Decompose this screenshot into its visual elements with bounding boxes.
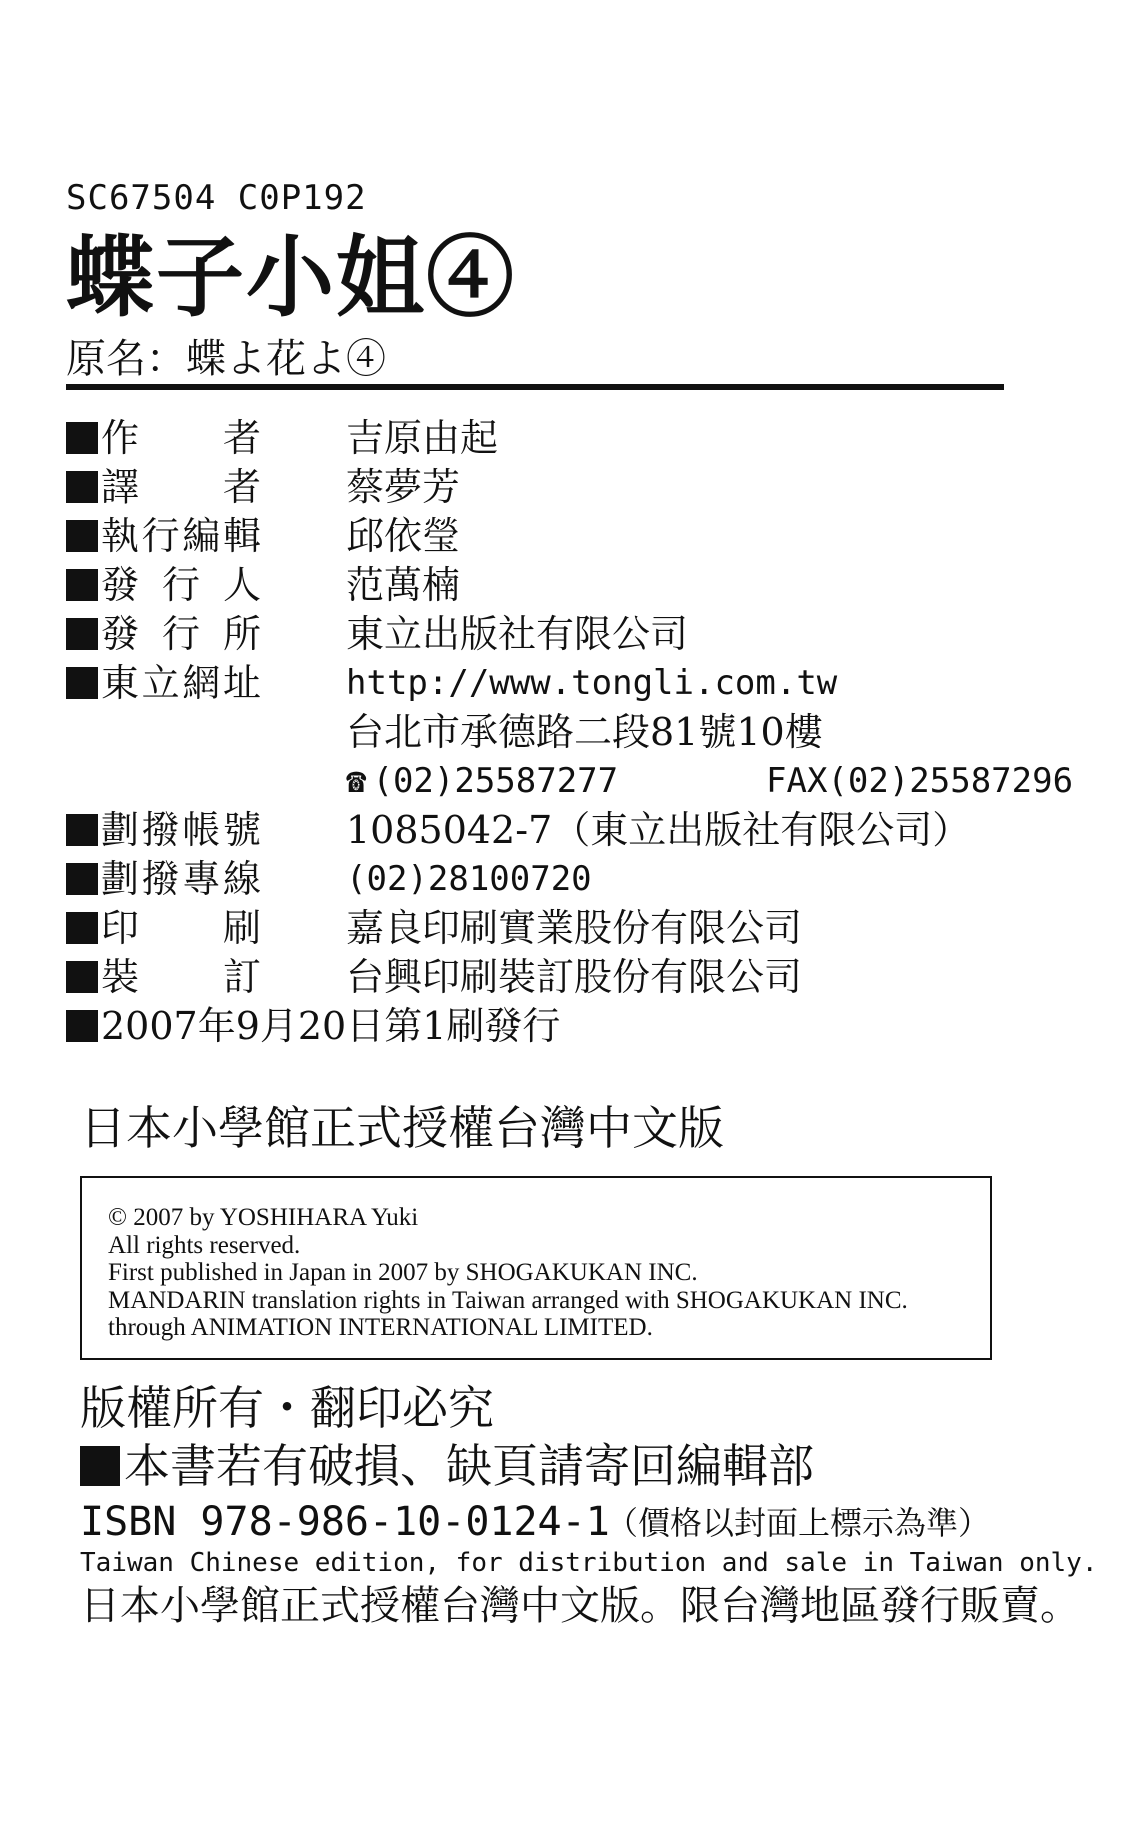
- print-date-row: [66, 1002, 1066, 1051]
- copyright-line: First published in Japan in 2007 by SHOGAKUKAN INC.: [108, 1259, 698, 1286]
- credit-label: 譯 者: [101, 465, 261, 509]
- product-code: SC67504 C0P192: [66, 178, 367, 218]
- credit-row-publisher: [66, 561, 1066, 610]
- bullet-square: [66, 814, 98, 846]
- edition-note: Taiwan Chinese edition, for distribution and sale in Taiwan only.: [80, 1548, 1098, 1578]
- bullet-square: [80, 1446, 120, 1486]
- address-text: 台北市承德路二段81號10樓: [346, 710, 823, 754]
- distribution-notice: 日本小學館正式授權台灣中文版。限台灣地區發行販賣。: [80, 1583, 1080, 1629]
- bullet-square: [66, 863, 98, 895]
- credit-label: 劃撥專線: [101, 857, 261, 901]
- credit-value: 邱依瑩: [346, 514, 461, 558]
- credit-row-publishing-house: [66, 610, 1066, 659]
- bullet-square: [66, 667, 98, 699]
- credit-value: 蔡夢芳: [346, 465, 461, 509]
- credit-label: 東立網址: [101, 661, 261, 705]
- credit-label: 執行編輯: [101, 514, 261, 558]
- bullet-square: [66, 422, 98, 454]
- original-title: 原名：蝶よ花よ④: [66, 336, 386, 382]
- copyright-line: All rights reserved.: [108, 1231, 301, 1259]
- address-row: [66, 708, 1066, 757]
- bullet-square: [66, 471, 98, 503]
- bullet-square: [66, 912, 98, 944]
- credit-value: 嘉良印刷實業股份有限公司: [346, 906, 803, 950]
- fax-number: FAX(02)25587296: [766, 761, 1074, 801]
- credit-value: 台興印刷裝訂股份有限公司: [346, 955, 803, 999]
- title-rule: [66, 384, 1004, 390]
- isbn: ISBN 978-986-10-0124-1: [80, 1499, 610, 1545]
- phone-number: (02)25587277: [372, 761, 619, 801]
- bullet-square: [66, 520, 98, 552]
- credit-value: 東立出版社有限公司: [346, 612, 689, 656]
- credit-row-editor: [66, 512, 1066, 561]
- bullet-square: [66, 961, 98, 993]
- telephone-icon: ☎: [346, 761, 367, 801]
- bullet-square: [66, 618, 98, 650]
- credit-row-postal-account: [66, 806, 1066, 855]
- bullet-square: [66, 1010, 98, 1042]
- credit-value: 范萬楠: [346, 563, 461, 607]
- credit-row-binder: [66, 953, 1066, 1002]
- returns-notice: [80, 1436, 814, 1496]
- credit-row-postal-hotline: [66, 855, 1066, 904]
- price-note: （價格以封面上標示為準）: [606, 1504, 991, 1542]
- credit-label: 裝 訂: [101, 955, 261, 999]
- credit-label: 作 者: [101, 416, 261, 460]
- copyright-line: through ANIMATION INTERNATIONAL LIMITED.: [108, 1314, 653, 1341]
- copyright-box: [80, 1176, 992, 1360]
- rights-reserved: 版權所有・翻印必究: [80, 1381, 494, 1435]
- website-link[interactable]: http://www.tongli.com.tw: [346, 663, 838, 703]
- credit-row-printer: [66, 904, 1066, 953]
- credit-label: 劃撥帳號: [101, 808, 261, 852]
- print-date: 2007年9月20日第1刷發行: [101, 1004, 561, 1048]
- returns-text: 本書若有破損、缺頁請寄回編輯部: [124, 1439, 814, 1493]
- credit-label: 印 刷: [101, 906, 261, 950]
- credit-row-translator: [66, 463, 1066, 512]
- official-edition-heading: 日本小學館正式授權台灣中文版: [80, 1101, 724, 1155]
- copyright-line: MANDARIN translation rights in Taiwan arranged with SHOGAKUKAN INC.: [108, 1286, 908, 1314]
- credit-value: 1085042-7（東立出版社有限公司）: [346, 808, 971, 852]
- credits-list: [66, 414, 1074, 1051]
- credit-label: 發 行 人: [101, 563, 261, 607]
- credit-row-author: [66, 414, 1066, 463]
- phone-row: [66, 757, 1074, 806]
- credit-value: 吉原由起: [346, 416, 499, 460]
- copyright-line: © 2007 by YOSHIHARA Yuki: [108, 1204, 419, 1231]
- bullet-square: [66, 569, 98, 601]
- credit-label: 發 行 所: [101, 612, 261, 656]
- book-title: 蝶子小姐④: [66, 225, 517, 329]
- credit-value: (02)28100720: [346, 859, 592, 899]
- credit-row-website: [66, 659, 1066, 708]
